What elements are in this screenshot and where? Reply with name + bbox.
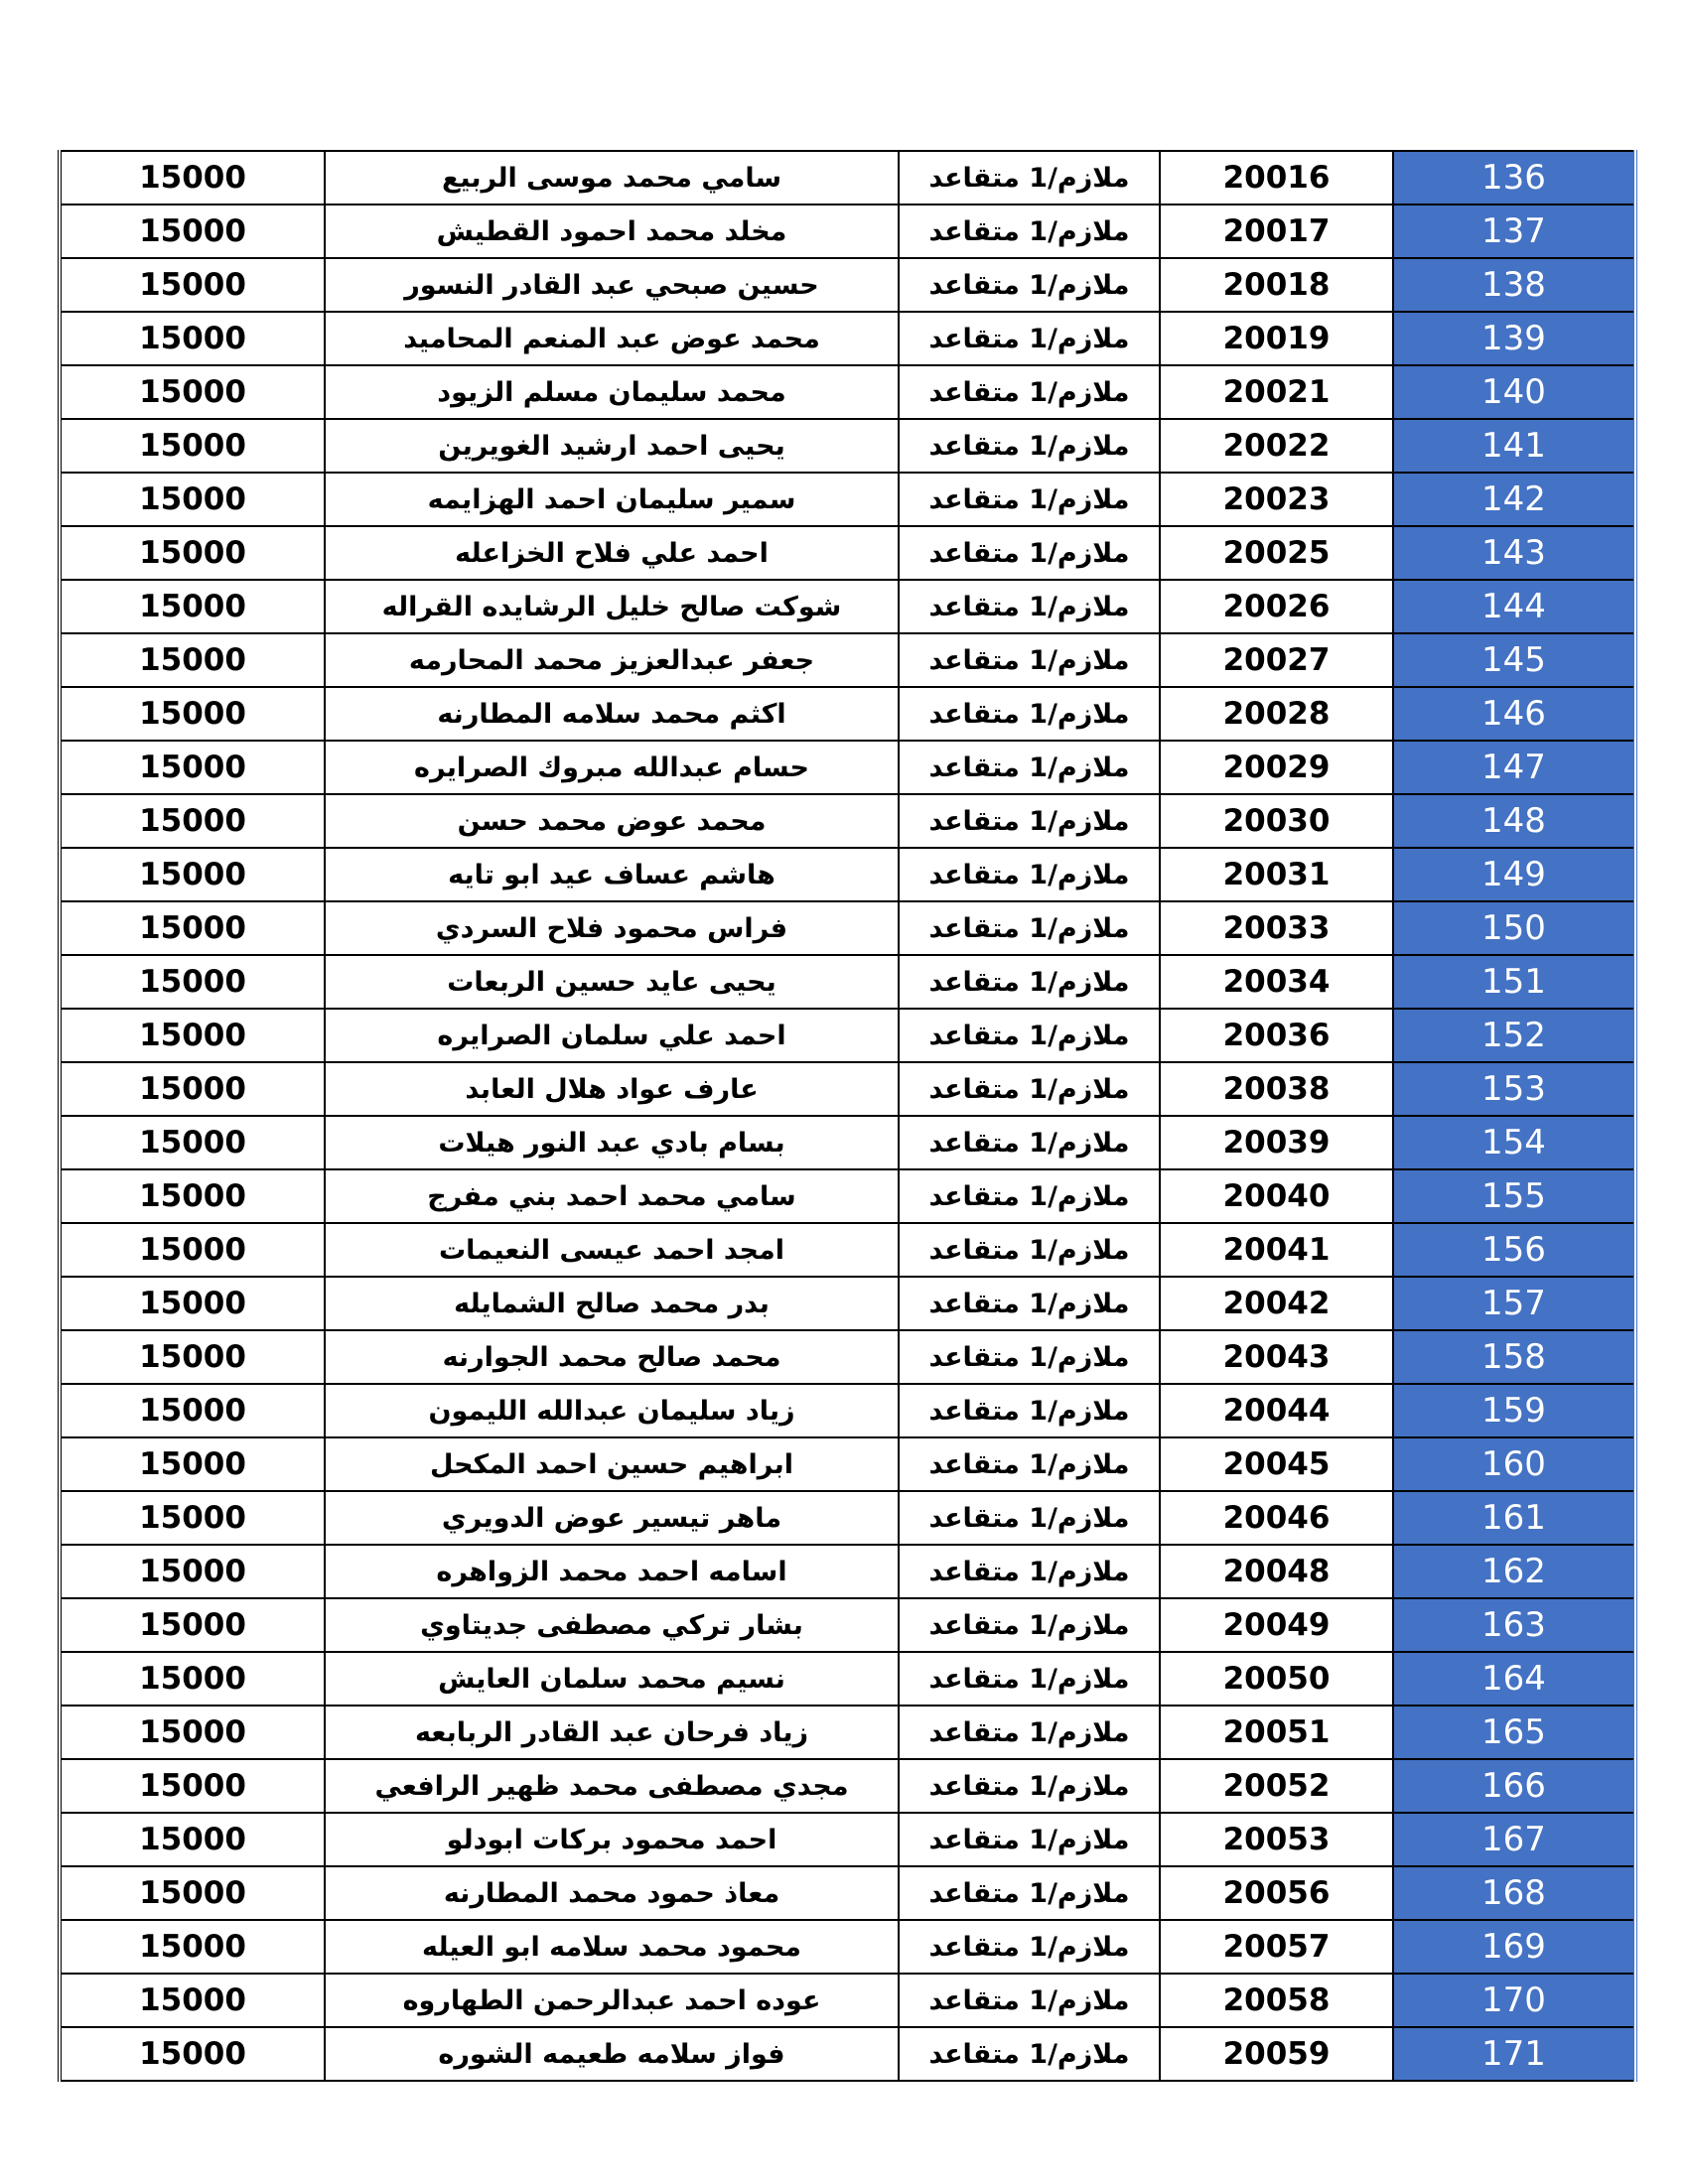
retirees-table [58,150,1637,2082]
name-cell: ابراهيم حسين احمد المكحل [325,1437,899,1491]
code-cell: 20044 [1160,1384,1393,1437]
code-cell: 20036 [1160,1009,1393,1062]
code-cell: 20034 [1160,955,1393,1009]
code-cell: 20056 [1160,1866,1393,1920]
code-cell: 20028 [1160,687,1393,741]
rank-cell: ملازم/1 متقاعد [899,1437,1160,1491]
index-cell: 171 [1393,2027,1635,2081]
index-cell: 166 [1393,1759,1635,1813]
index-cell: 162 [1393,1545,1635,1598]
table-row [60,1759,1635,1813]
index-cell: 139 [1393,312,1635,365]
amount-cell: 15000 [60,473,325,526]
amount-cell: 15000 [60,1169,325,1223]
rank-cell: ملازم/1 متقاعد [899,794,1160,848]
code-cell: 20016 [1160,151,1393,205]
code-cell: 20058 [1160,1974,1393,2027]
rank-cell: ملازم/1 متقاعد [899,1062,1160,1116]
index-cell: 165 [1393,1706,1635,1759]
code-cell: 20022 [1160,419,1393,473]
code-cell: 20031 [1160,848,1393,901]
index-cell: 169 [1393,1920,1635,1974]
index-cell: 153 [1393,1062,1635,1116]
table-row [60,1866,1635,1920]
table-row [60,419,1635,473]
table-row [60,1491,1635,1545]
amount-cell: 15000 [60,1223,325,1277]
name-cell: زياد فرحان عبد القادر الربابعه [325,1706,899,1759]
rank-cell: ملازم/1 متقاعد [899,580,1160,633]
rank-cell: ملازم/1 متقاعد [899,312,1160,365]
amount-cell: 15000 [60,1491,325,1545]
table-row [60,741,1635,794]
index-cell: 147 [1393,741,1635,794]
index-cell: 161 [1393,1491,1635,1545]
rank-cell: ملازم/1 متقاعد [899,687,1160,741]
amount-cell: 15000 [60,633,325,687]
rank-cell: ملازم/1 متقاعد [899,1116,1160,1169]
table-row [60,1384,1635,1437]
table-row [60,365,1635,419]
code-cell: 20039 [1160,1116,1393,1169]
index-cell: 163 [1393,1598,1635,1652]
amount-cell: 15000 [60,580,325,633]
name-cell: ماهر تيسير عوض الدويري [325,1491,899,1545]
name-cell: معاذ حمود محمد المطارنه [325,1866,899,1920]
table-row [60,473,1635,526]
rank-cell: ملازم/1 متقاعد [899,848,1160,901]
amount-cell: 15000 [60,312,325,365]
index-cell: 157 [1393,1277,1635,1330]
amount-cell: 15000 [60,1437,325,1491]
index-cell: 148 [1393,794,1635,848]
code-cell: 20026 [1160,580,1393,633]
name-cell: عارف عواد هلال العابد [325,1062,899,1116]
amount-cell: 15000 [60,526,325,580]
code-cell: 20051 [1160,1706,1393,1759]
index-cell: 142 [1393,473,1635,526]
table-row [60,258,1635,312]
amount-cell: 15000 [60,2027,325,2081]
amount-cell: 15000 [60,1652,325,1706]
index-cell: 167 [1393,1813,1635,1866]
name-cell: محمد عوض محمد حسن [325,794,899,848]
rank-cell: ملازم/1 متقاعد [899,1813,1160,1866]
code-cell: 20048 [1160,1545,1393,1598]
table-body [60,151,1635,2081]
table-row [60,955,1635,1009]
table-row [60,1598,1635,1652]
amount-cell: 15000 [60,1545,325,1598]
name-cell: عوده احمد عبدالرحمن الطهاروه [325,1974,899,2027]
table-row [60,1009,1635,1062]
code-cell: 20019 [1160,312,1393,365]
amount-cell: 15000 [60,258,325,312]
amount-cell: 15000 [60,1277,325,1330]
index-cell: 150 [1393,901,1635,955]
code-cell: 20045 [1160,1437,1393,1491]
amount-cell: 15000 [60,1384,325,1437]
rank-cell: ملازم/1 متقاعد [899,151,1160,205]
name-cell: بشار تركي مصطفى جديتاوي [325,1598,899,1652]
code-cell: 20018 [1160,258,1393,312]
index-cell: 159 [1393,1384,1635,1437]
index-cell: 141 [1393,419,1635,473]
code-cell: 20041 [1160,1223,1393,1277]
amount-cell: 15000 [60,1330,325,1384]
index-cell: 138 [1393,258,1635,312]
name-cell: يحيى احمد ارشيد الغويرين [325,419,899,473]
amount-cell: 15000 [60,741,325,794]
name-cell: مجدي مصطفى محمد ظهير الرافعي [325,1759,899,1813]
name-cell: احمد علي فلاح الخزاعله [325,526,899,580]
name-cell: مخلد محمد احمود القطيش [325,205,899,258]
rank-cell: ملازم/1 متقاعد [899,526,1160,580]
rank-cell: ملازم/1 متقاعد [899,1652,1160,1706]
code-cell: 20029 [1160,741,1393,794]
code-cell: 20017 [1160,205,1393,258]
rank-cell: ملازم/1 متقاعد [899,365,1160,419]
name-cell: امجد احمد عيسى النعيمات [325,1223,899,1277]
name-cell: نسيم محمد سلمان العايش [325,1652,899,1706]
name-cell: سامي محمد موسى الربيع [325,151,899,205]
rank-cell: ملازم/1 متقاعد [899,1491,1160,1545]
rank-cell: ملازم/1 متقاعد [899,633,1160,687]
amount-cell: 15000 [60,1759,325,1813]
table-row [60,687,1635,741]
amount-cell: 15000 [60,1706,325,1759]
code-cell: 20030 [1160,794,1393,848]
amount-cell: 15000 [60,1974,325,2027]
name-cell: فواز سلامه طعيمه الشوره [325,2027,899,2081]
index-cell: 136 [1393,151,1635,205]
name-cell: بدر محمد صالح الشمايله [325,1277,899,1330]
code-cell: 20038 [1160,1062,1393,1116]
rank-cell: ملازم/1 متقاعد [899,1706,1160,1759]
table-row [60,633,1635,687]
name-cell: شوكت صالح خليل الرشايده القراله [325,580,899,633]
code-cell: 20021 [1160,365,1393,419]
index-cell: 160 [1393,1437,1635,1491]
index-cell: 170 [1393,1974,1635,2027]
name-cell: محمد عوض عبد المنعم المحاميد [325,312,899,365]
rank-cell: ملازم/1 متقاعد [899,955,1160,1009]
index-cell: 140 [1393,365,1635,419]
name-cell: جعفر عبدالعزيز محمد المحارمه [325,633,899,687]
table-row [60,901,1635,955]
table-row [60,794,1635,848]
name-cell: حسام عبدالله مبروك الصرايره [325,741,899,794]
amount-cell: 15000 [60,687,325,741]
index-cell: 151 [1393,955,1635,1009]
name-cell: فراس محمود فلاح السردي [325,901,899,955]
table-row [60,1652,1635,1706]
rank-cell: ملازم/1 متقاعد [899,1009,1160,1062]
code-cell: 20027 [1160,633,1393,687]
index-cell: 168 [1393,1866,1635,1920]
name-cell: محمد صالح محمد الجوارنه [325,1330,899,1384]
code-cell: 20042 [1160,1277,1393,1330]
index-cell: 146 [1393,687,1635,741]
name-cell: اسامه احمد محمد الزواهره [325,1545,899,1598]
table-row [60,580,1635,633]
name-cell: سمير سليمان احمد الهزايمه [325,473,899,526]
table-row [60,1277,1635,1330]
index-cell: 143 [1393,526,1635,580]
amount-cell: 15000 [60,1598,325,1652]
amount-cell: 15000 [60,955,325,1009]
table-row [60,1545,1635,1598]
index-cell: 144 [1393,580,1635,633]
table-row [60,312,1635,365]
table-row [60,1330,1635,1384]
code-cell: 20052 [1160,1759,1393,1813]
table-row [60,2027,1635,2081]
code-cell: 20023 [1160,473,1393,526]
name-cell: يحيى عايد حسين الربعات [325,955,899,1009]
rank-cell: ملازم/1 متقاعد [899,1974,1160,2027]
index-cell: 149 [1393,848,1635,901]
amount-cell: 15000 [60,419,325,473]
amount-cell: 15000 [60,1920,325,1974]
table-row [60,1813,1635,1866]
code-cell: 20049 [1160,1598,1393,1652]
table-row [60,1974,1635,2027]
code-cell: 20025 [1160,526,1393,580]
index-cell: 154 [1393,1116,1635,1169]
table-row [60,1706,1635,1759]
table-row [60,205,1635,258]
table-row [60,151,1635,205]
name-cell: هاشم عساف عيد ابو تايه [325,848,899,901]
table-row [60,526,1635,580]
rank-cell: ملازم/1 متقاعد [899,258,1160,312]
name-cell: احمد علي سلمان الصرايره [325,1009,899,1062]
rank-cell: ملازم/1 متقاعد [899,901,1160,955]
name-cell: محمد سليمان مسلم الزيود [325,365,899,419]
table-row [60,848,1635,901]
amount-cell: 15000 [60,1009,325,1062]
amount-cell: 15000 [60,1116,325,1169]
amount-cell: 15000 [60,848,325,901]
amount-cell: 15000 [60,1813,325,1866]
index-cell: 145 [1393,633,1635,687]
amount-cell: 15000 [60,901,325,955]
rank-cell: ملازم/1 متقاعد [899,1759,1160,1813]
code-cell: 20053 [1160,1813,1393,1866]
name-cell: سامي محمد احمد بني مفرج [325,1169,899,1223]
rank-cell: ملازم/1 متقاعد [899,1545,1160,1598]
code-cell: 20050 [1160,1652,1393,1706]
name-cell: محمود محمد سلامه ابو العيله [325,1920,899,1974]
index-cell: 158 [1393,1330,1635,1384]
name-cell: حسين صبحي عبد القادر النسور [325,258,899,312]
table-row [60,1169,1635,1223]
code-cell: 20059 [1160,2027,1393,2081]
rank-cell: ملازم/1 متقاعد [899,419,1160,473]
amount-cell: 15000 [60,1062,325,1116]
code-cell: 20043 [1160,1330,1393,1384]
amount-cell: 15000 [60,365,325,419]
amount-cell: 15000 [60,205,325,258]
rank-cell: ملازم/1 متقاعد [899,1169,1160,1223]
name-cell: اكثم محمد سلامه المطارنه [325,687,899,741]
name-cell: احمد محمود بركات ابودلو [325,1813,899,1866]
index-cell: 164 [1393,1652,1635,1706]
rank-cell: ملازم/1 متقاعد [899,473,1160,526]
amount-cell: 15000 [60,151,325,205]
index-cell: 155 [1393,1169,1635,1223]
table-row [60,1116,1635,1169]
table-row [60,1437,1635,1491]
rank-cell: ملازم/1 متقاعد [899,741,1160,794]
rank-cell: ملازم/1 متقاعد [899,1223,1160,1277]
rank-cell: ملازم/1 متقاعد [899,1384,1160,1437]
code-cell: 20040 [1160,1169,1393,1223]
code-cell: 20057 [1160,1920,1393,1974]
index-cell: 152 [1393,1009,1635,1062]
index-cell: 137 [1393,205,1635,258]
code-cell: 20046 [1160,1491,1393,1545]
rank-cell: ملازم/1 متقاعد [899,1277,1160,1330]
code-cell: 20033 [1160,901,1393,955]
table-row [60,1920,1635,1974]
rank-cell: ملازم/1 متقاعد [899,1920,1160,1974]
table-row [60,1223,1635,1277]
amount-cell: 15000 [60,1866,325,1920]
table-row [60,1062,1635,1116]
name-cell: بسام بادي عبد النور هيلات [325,1116,899,1169]
rank-cell: ملازم/1 متقاعد [899,2027,1160,2081]
rank-cell: ملازم/1 متقاعد [899,205,1160,258]
index-cell: 156 [1393,1223,1635,1277]
rank-cell: ملازم/1 متقاعد [899,1598,1160,1652]
amount-cell: 15000 [60,794,325,848]
rank-cell: ملازم/1 متقاعد [899,1330,1160,1384]
rank-cell: ملازم/1 متقاعد [899,1866,1160,1920]
name-cell: زياد سليمان عبدالله الليمون [325,1384,899,1437]
